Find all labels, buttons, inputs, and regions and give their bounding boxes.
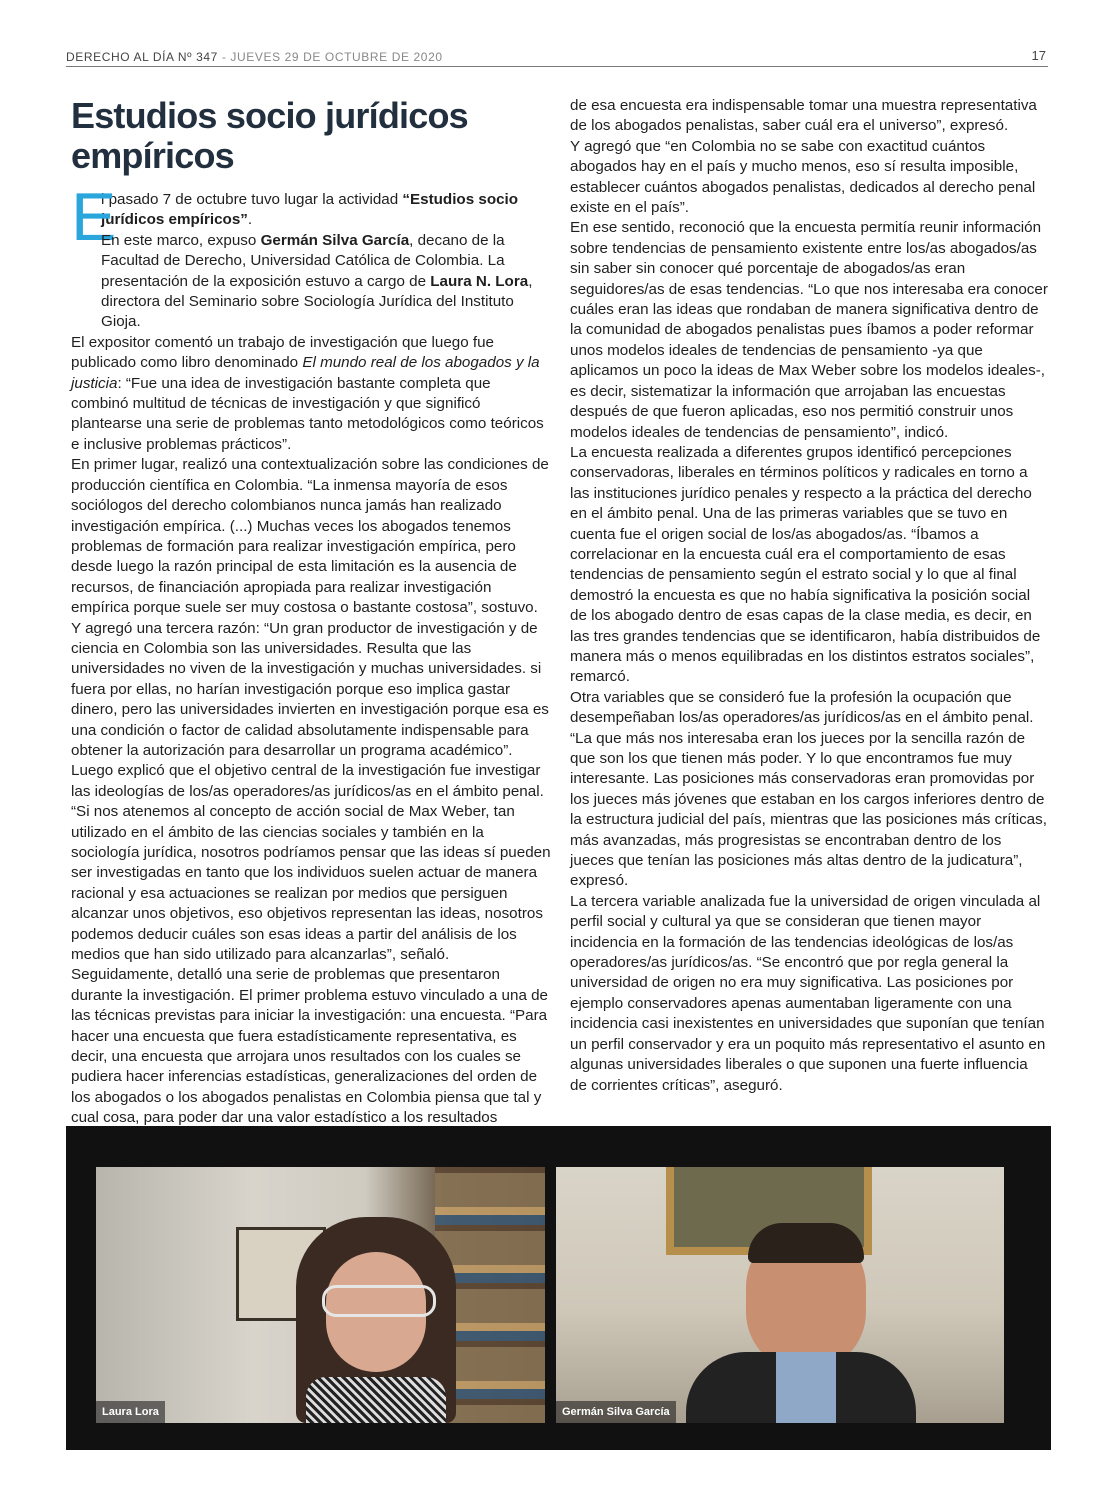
drop-cap: E xyxy=(71,179,117,255)
shirt xyxy=(776,1352,836,1423)
clothing xyxy=(306,1377,446,1423)
article-title: Estudios socio jurídicos empíricos xyxy=(71,95,468,176)
paragraph-2-b: , decano de la Facultad de Derecho, Universidad Católica de Colombia. La presentación de la exposición estuvo a cargo de xyxy=(101,231,505,290)
right-paragraph-5: Otra variables que se consideró fue la profesión la ocupación que desempeñaban los/as operadores/as jurídicos/as en el ámbito penal. “La que más nos interesaba eran los jueces por la sencilla razón de que son los que tienen más poder. Y lo que encontramos fue muy interesante. Las posiciones más conservadoras eran promovidas por los jueces más jóvenes que estaban en los cargos inferiores dentro de la estructura judicial del país, mientras que las posiciones más críticas, más avanzadas, más progresistas se encontraban dentro de los jueces que tenían las posiciones más altas dentro de la judicatura”, expresó. xyxy=(570,688,1047,890)
lead-end: . xyxy=(247,211,253,229)
book-title: El mundo real de los abogados y la justicia xyxy=(71,354,540,392)
right-paragraph-3: En ese sentido, reconoció que la encuesta permitía reunir información sobre tendencias de pensamiento existente entre los/as abogados/as sin saber sin conocer qué porcentaje de abogados/as eran seguidores/as de esas tendencias. “Lo que nos interesaba era conocer cuáles eran las ideas que rondaban de manera significativa dentro de la comunidad de abogados penalistas pues íbamos a poder reformar unos modelos ideales de tendencias de pensamiento -ya que aplicamos un poco la ideas de Max Weber sobre los modelos ideales-, es decir, sistematizar la información que arrojaban las encuestas después de que fueron aplicadas, eso nos permitió construir unos modelos ideales de tendencias de pensamiento”, indicó. xyxy=(570,219,1048,441)
paragraph-4: En primer lugar, realizó una contextualización sobre las condiciones de producción científica en Colombia. “La inmensa mayoría de esos sociólogos del derecho colombianos nunca jamás han realizado investigación empírica. (...) Muchas veces los abogados tenemos problemas de formación para realizar investigación empírica, pero desde luego la razón principal de esta limitación es la ausencia de recursos, de financiación apropiada para realizar investigación empírica porque suele ser muy costosa o bastante costosa”, sostuvo. Y agregó una tercera razón: “Un gran productor de investigación y de ciencia en Colombia son las universidades. Resulta que las universidades no viven de la investigación y muchas universidades. si fuera por ellas, no harían investigación porque eso implica gastar dinero, pero las universidades invierten en investigación porque esa es una condición o factor de calidad absolutamente indispensable para obtener la autorización para desarrollar un programa académico”. xyxy=(71,456,549,759)
paragraph-2 xyxy=(71,231,551,333)
publication-name: DERECHO AL DÍA Nº 347 xyxy=(66,50,218,64)
speaker-portrait-left xyxy=(296,1217,456,1423)
paragraph-3 xyxy=(71,333,551,455)
hair xyxy=(748,1223,864,1263)
lead-event-name: “Estudios socio jurídicos empíricos” xyxy=(101,191,519,229)
paragraph-5: Luego explicó que el objetivo central de la investigación fue investigar las ideologías de los/as operadores/as jurídicos/as en el ámbito penal. “Si nos atenemos al concepto de acción social de Max Weber, tan utilizado en el ámbito de las ciencias sociales y también en la sociología jurídica, nosotros podríamos pensar que las ideas sí pueden ser investigadas en tanto que los individuos suelen actuar de manera racional y esa actuaciones se realizan por medios que persiguen alcanzar unos objetivos, eso objetivos representan las ideas, nosotros podemos deducir cuáles son esas ideas a partir del análisis de los medios que han sido utilizado para alcanzarlas”, señaló. xyxy=(71,762,551,964)
speaker-name: Germán Silva García xyxy=(260,231,410,249)
article-column-right xyxy=(570,96,1048,1096)
speaker-portrait-right xyxy=(686,1227,916,1423)
publication-line xyxy=(66,50,443,64)
glasses xyxy=(322,1285,436,1317)
video-pane-german-silva xyxy=(556,1167,1004,1423)
participant-name-right: Germán Silva García xyxy=(556,1401,676,1423)
paragraph-3-b: : “Fue una idea de investigación bastante completa que combinó multitud de técnicas de investigación y que significó plantearse una serie de problemas tanto metodológicos como teóricos e inclusive problemas prácticos”. xyxy=(71,374,544,453)
video-call-photo xyxy=(66,1126,1051,1450)
paragraph-3-a: El expositor comentó un trabajo de investigación que luego fue publicado como libro denominado xyxy=(71,333,494,372)
page-number: 17 xyxy=(1031,48,1046,63)
right-paragraph-6: La tercera variable analizada fue la universidad de origen vinculada al perfil social y cultural ya que se consideran que tienen mayor incidencia en la formación de las tendencias ideológicas de los/as operadores/as jurídicos/as. “Se encontró que por regla general la universidad de origen no era muy significativa. Las posiciones por ejemplo conservadores apenas aumentaban ligeramente con una incidencia casi inexistentes en universidades que suponían que tenían un perfil conservador y era un poquito más representativo el asunto en algunas universidades liberales o que suponen una fuerte influencia de corrientes críticas”, aseguró. xyxy=(570,892,1046,1094)
paragraph-2-c: , directora del Seminario sobre Sociología Jurídica del Instituto Gioja. xyxy=(101,272,533,331)
right-paragraph-1: de esa encuesta era indispensable tomar una muestra representativa de los abogados penalistas, saber cuál era el universo”, expresó. xyxy=(570,97,1037,135)
video-pane-laura-lora xyxy=(96,1167,545,1423)
participant-name-left: Laura Lora xyxy=(96,1401,165,1423)
paragraph-2-a: En este marco, expuso xyxy=(101,231,261,249)
right-paragraph-2: Y agregó que “en Colombia no se sabe con exactitud cuántos abogados hay en el país y mucho menos, eso sí resulta imposible, establecer cuántos abogados penalistas, dedicados al derecho penal existe en el país”. xyxy=(570,137,1036,217)
paragraph-6: Seguidamente, detalló una serie de problemas que presentaron durante la investigación. El primer problema estuvo vinculado a una de las técnicas previstas para iniciar la investigación: una encuesta. “Para hacer una encuesta que fuera estadísticamente representativa, es decir, una encuesta que arrojara unos resultados con los cuales se pudiera hacer inferencias estadísticas, generalizaciones del orden de los abogados o los abogados penalistas en Colombia piensa que tal y cual cosa, para poder dar una valor estadístico a los resultados xyxy=(71,966,548,1127)
page-header xyxy=(66,46,1048,67)
right-paragraph-4: La encuesta realizada a diferentes grupos identificó percepciones conservadoras, liberales en términos políticos y radicales en torno a las instituciones jurídico penales y respecto a la práctica del derecho en el ámbito penal. Una de las primeras variables que se tuvo en cuenta fue el origen social de los/as abogados/as. “Íbamos a correlacionar en la encuesta cuál era el comportamiento de esas tendencias de pensamiento según el estrato social y lo que al final demostró la encuesta es que no había significativa la posición social de los abogado dentro de esas capas de la clase media, es decir, en las tres grandes tendencias que se identificaron, había distribuidos de manera más o menos equilibradas en los distintos estratos sociales”, remarcó. xyxy=(570,443,1041,686)
lead-text: l pasado 7 de octubre tuvo lugar la actividad xyxy=(101,191,403,208)
header-separator: - xyxy=(217,50,231,64)
presenter-name: Laura N. Lora xyxy=(430,272,529,290)
article-column-left xyxy=(71,96,551,1129)
publication-date: JUEVES 29 DE OCTUBRE DE 2020 xyxy=(230,50,443,64)
